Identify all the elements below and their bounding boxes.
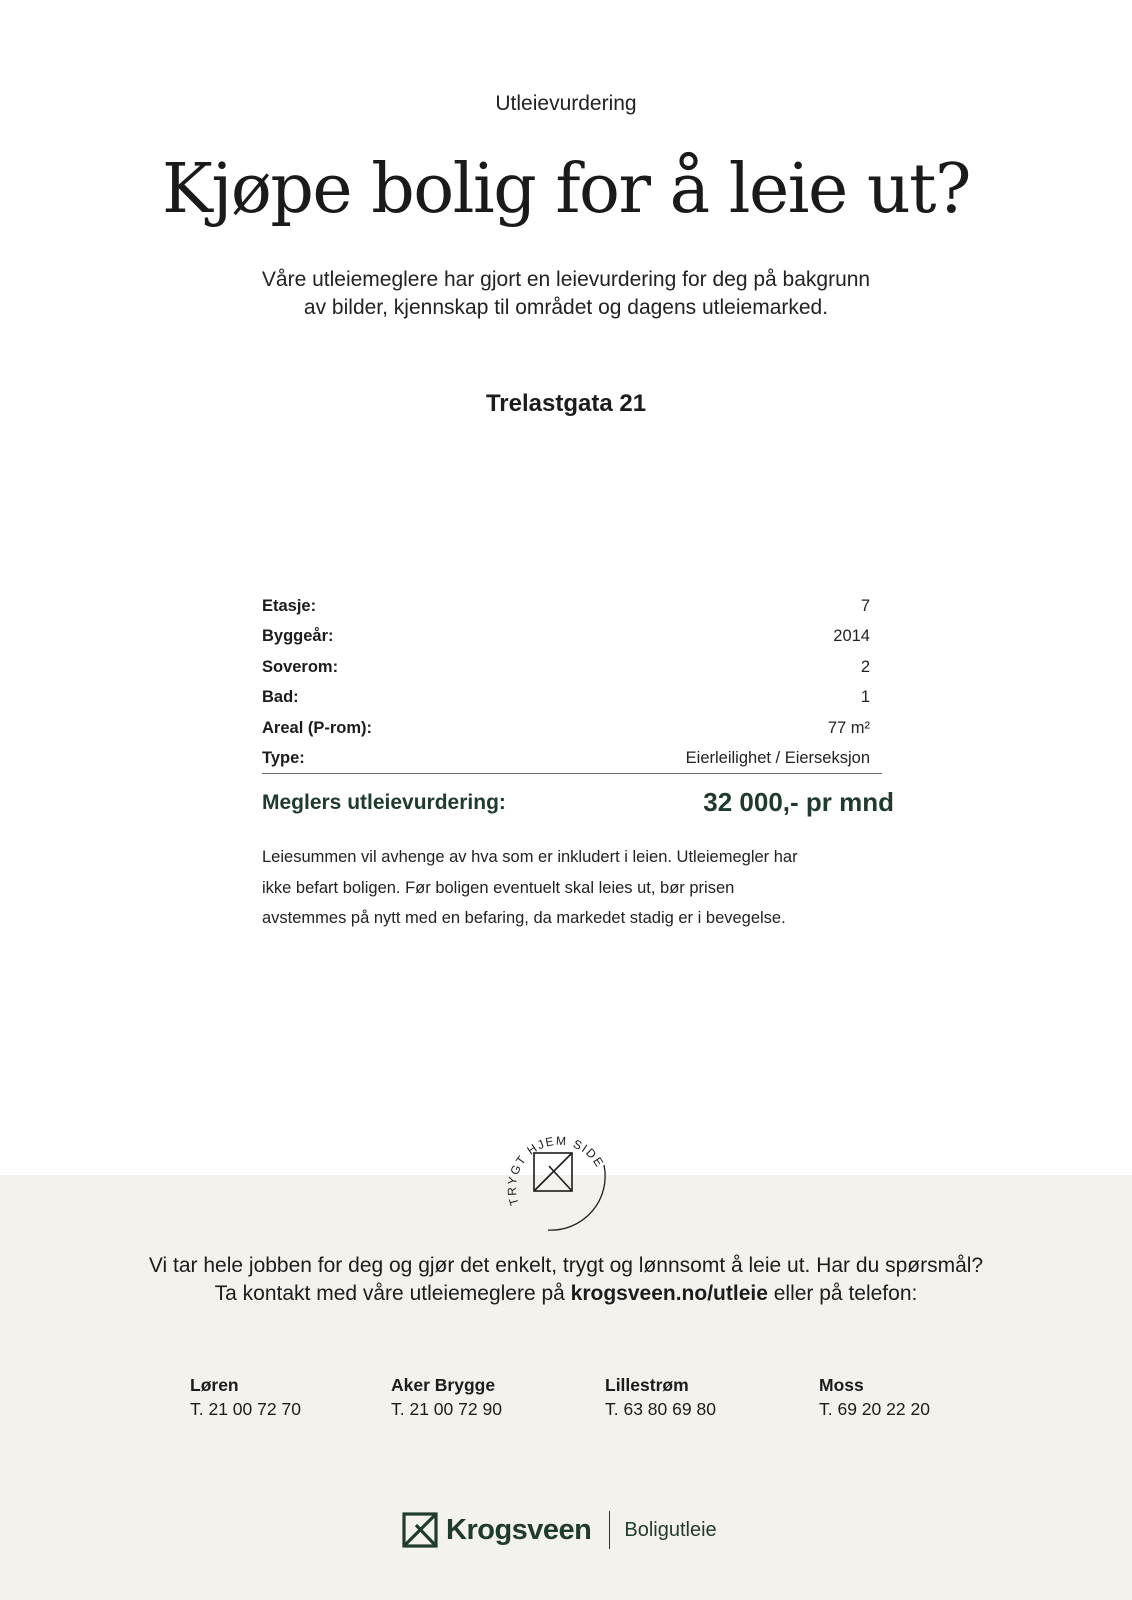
trust-seal xyxy=(486,1110,616,1240)
facts-divider xyxy=(262,773,882,774)
fact-value: Eierleilighet / Eierseksjon xyxy=(685,749,870,768)
valuation-amount: 32 000,- pr mnd xyxy=(703,787,894,817)
seal-text-path: TRYGT HJEM SIDE xyxy=(504,1133,608,1208)
office-phone[interactable]: T. 63 80 69 80 xyxy=(605,1399,716,1419)
disclaimer-line: ikke befart boligen. Før boligen eventuelt skal leies ut, bør prisen xyxy=(262,878,735,897)
office-aker-brygge xyxy=(391,1373,502,1421)
utleie-link[interactable]: krogsveen.no/utleie xyxy=(570,1282,768,1305)
contact-cta xyxy=(0,1252,1132,1308)
fact-value: 77 m² xyxy=(827,718,870,737)
office-name: Moss xyxy=(819,1375,864,1395)
brand-subtitle: Boligutleie xyxy=(624,1518,717,1541)
page-title: Kjøpe bolig for å leie ut? xyxy=(162,150,970,229)
fact-value: 2 xyxy=(860,657,870,676)
brand-logo xyxy=(402,1511,717,1549)
fact-label: Areal (P-rom): xyxy=(262,718,373,737)
office-lillestrom xyxy=(605,1373,716,1421)
fact-row-floor xyxy=(262,591,882,622)
eyebrow-label: Utleievurdering xyxy=(495,92,637,115)
intro-line: av bilder, kjennskap til området og dagens utleiemarked. xyxy=(303,296,829,319)
krogsveen-k-icon xyxy=(534,1153,572,1191)
cta-text: eller på telefon: xyxy=(767,1282,918,1305)
office-phone[interactable]: T. 69 20 22 20 xyxy=(819,1399,930,1419)
fact-label: Byggeår: xyxy=(262,627,334,646)
fact-row-type xyxy=(262,744,882,775)
fact-row-area xyxy=(262,713,882,744)
krogsveen-logo-icon xyxy=(402,1512,438,1548)
valuation-label: Meglers utleievurdering: xyxy=(262,790,506,814)
fact-label: Soverom: xyxy=(262,657,339,676)
office-name: Lillestrøm xyxy=(605,1375,689,1395)
office-moss xyxy=(819,1373,930,1421)
office-name: Aker Brygge xyxy=(391,1375,496,1395)
fact-row-build-year xyxy=(262,622,882,653)
cta-line xyxy=(0,1280,1132,1308)
intro-line: Våre utleiemeglere har gjort en leievurdering for deg på bakgrunn xyxy=(261,268,871,291)
office-phone[interactable]: T. 21 00 72 90 xyxy=(391,1399,502,1419)
cta-text: Ta kontakt med våre utleiemeglere på xyxy=(214,1282,571,1305)
brand-name: Krogsveen xyxy=(446,1513,592,1546)
disclaimer-line: avstemmes på nytt med en befaring, da markedet stadig er i bevegelse. xyxy=(262,909,786,927)
disclaimer-line: Leiesummen vil avhenge av hva som er inkludert i leien. Utleiemegler har xyxy=(262,848,798,866)
property-address: Trelastgata 21 xyxy=(485,390,647,417)
fact-value: 2014 xyxy=(833,627,870,646)
fact-row-bathrooms xyxy=(262,683,882,714)
office-phone[interactable]: T. 21 00 72 70 xyxy=(190,1399,301,1419)
office-loren xyxy=(190,1373,301,1421)
cta-line: Vi tar hele jobben for deg og gjør det enkelt, trygt og lønnsomt å leie ut. Har du spørsmål? xyxy=(148,1254,984,1277)
fact-label: Etasje: xyxy=(262,596,317,615)
office-name: Løren xyxy=(190,1375,239,1395)
brand-separator xyxy=(609,1511,610,1549)
trust-seal-graphic xyxy=(486,1110,616,1240)
seal-text xyxy=(486,1110,607,1207)
fact-row-bedrooms xyxy=(262,652,882,683)
fact-value: 1 xyxy=(860,688,870,707)
fact-value: 7 xyxy=(860,596,870,615)
disclaimer-text xyxy=(262,842,902,934)
intro-text xyxy=(0,266,1132,322)
property-facts-table xyxy=(262,591,882,774)
fact-label: Type: xyxy=(262,749,305,768)
broker-valuation xyxy=(262,787,894,818)
fact-label: Bad: xyxy=(262,688,299,707)
